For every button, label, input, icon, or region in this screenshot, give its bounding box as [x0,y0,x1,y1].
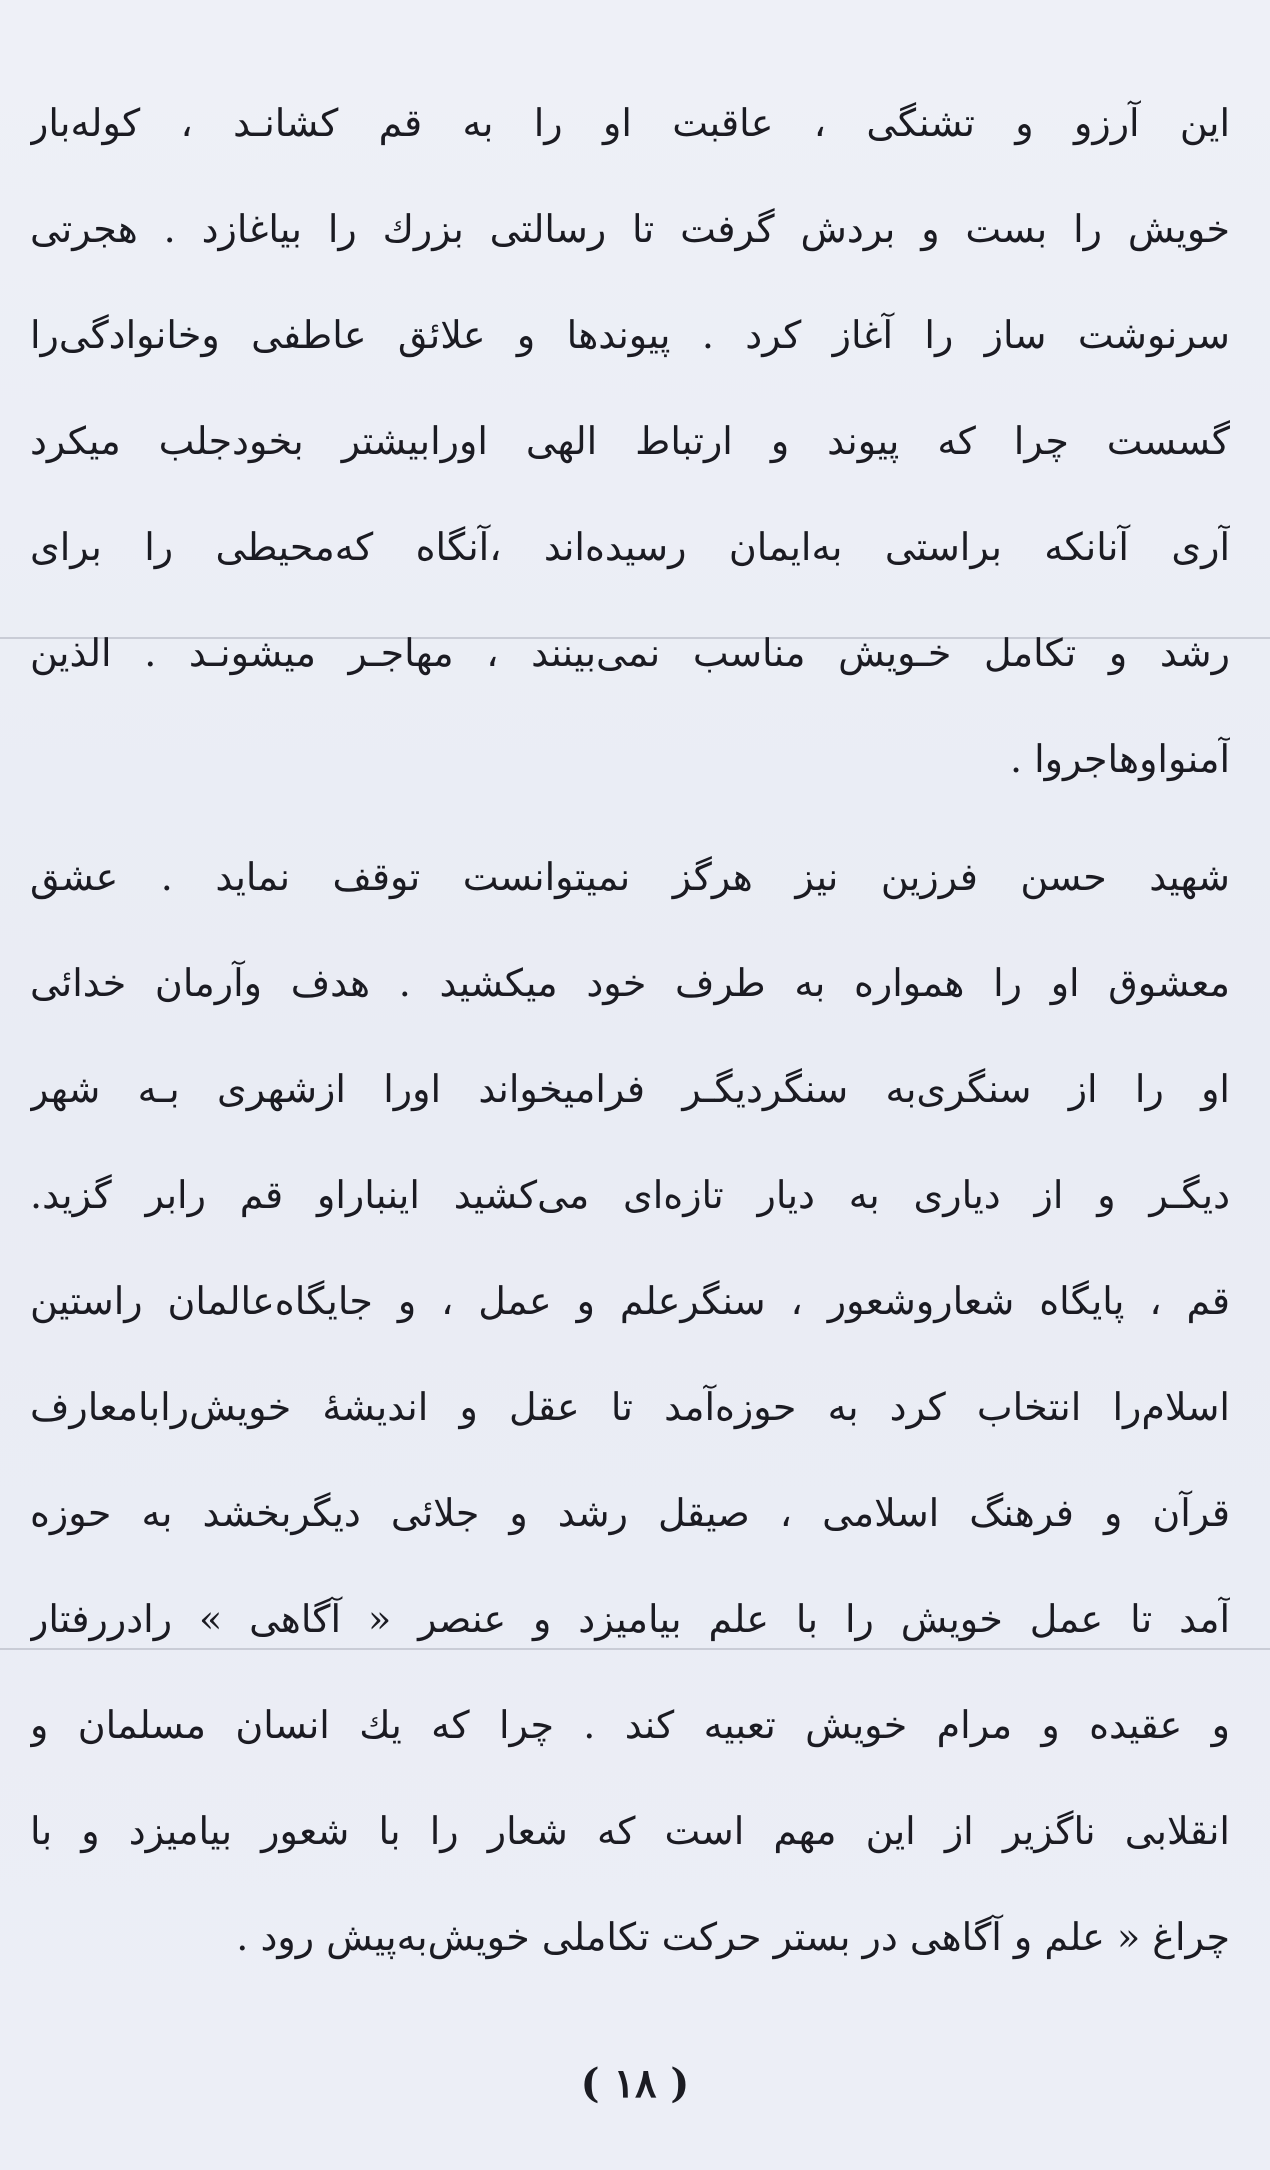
text-line: خویش را بست و بردش گرفت تا رسالتی بزرك را بیاغازد . هجرتی [30,207,1230,251]
text-line: آمنواوهاجروا . [1009,737,1230,781]
text-line: گسست چرا که پیوند و ارتباط الهی اورابیشتر بخودجلب میکرد [30,419,1230,463]
text-line: معشوق او را همواره به طرف خود میکشید . هدف وآرمان خدائی [30,961,1230,1005]
paragraph-1 [30,70,1230,812]
page-number: ( ۱۸ ) [580,2060,690,2107]
text-line: اسلام‌را انتخاب کرد به حوزه‌آمد تا عقل و اندیشهٔ خویش‌رابامعارف [30,1385,1230,1429]
text-line: سرنوشت ساز را آغاز کرد . پیوندها و علائق عاطفی وخانوادگی‌را [30,313,1230,357]
text-line: انقلابی ناگزیر از این مهم است که شعار را با شعور بیامیزد و با [30,1809,1230,1853]
text-line: او را از سنگری‌به سنگردیگـر فرامیخواند اورا ازشهری بـه شهر [30,1067,1230,1111]
text-line: و عقیده و مرام خویش تعبیه کند . چرا که یك انسان مسلمان و [30,1703,1230,1747]
text-line: این آرزو و تشنگی ، عاقبت او را به قم کشانـد ، کوله‌بار [30,101,1230,145]
text-line: قرآن و فرهنگ اسلامی ، صیقل رشد و جلائی دیگربخشد به حوزه [30,1491,1230,1535]
text-line: آمد تا عمل خویش را با علم بیامیزد و عنصر « آگاهی » رادررفتار [30,1597,1230,1641]
text-line: دیگـر و از دیاری به دیار تازه‌ای می‌کشید اینباراو قم رابر گزید. [30,1173,1230,1217]
text-line: شهید حسن فرزین نیز هرگز نمیتوانست توقف نماید . عشق [30,855,1230,899]
text-line: چراغ « علم و آگاهی در بستر حرکت تکاملی خویش‌به‌پیش رود . [236,1915,1230,1959]
text-line: آری آنانکه براستی به‌ایمان رسیده‌اند ،آنگاه که‌محیطی را برای [30,525,1230,569]
paragraph-2 [30,824,1230,1990]
text-line: قم ، پایگاه شعاروشعور ، سنگرعلم و عمل ، و جایگاه‌عالمان راستین [30,1279,1230,1323]
text-line: رشد و تکامل خـویش مناسب نمی‌بینند ، مهاجـر میشونـد . الذین [30,631,1230,675]
